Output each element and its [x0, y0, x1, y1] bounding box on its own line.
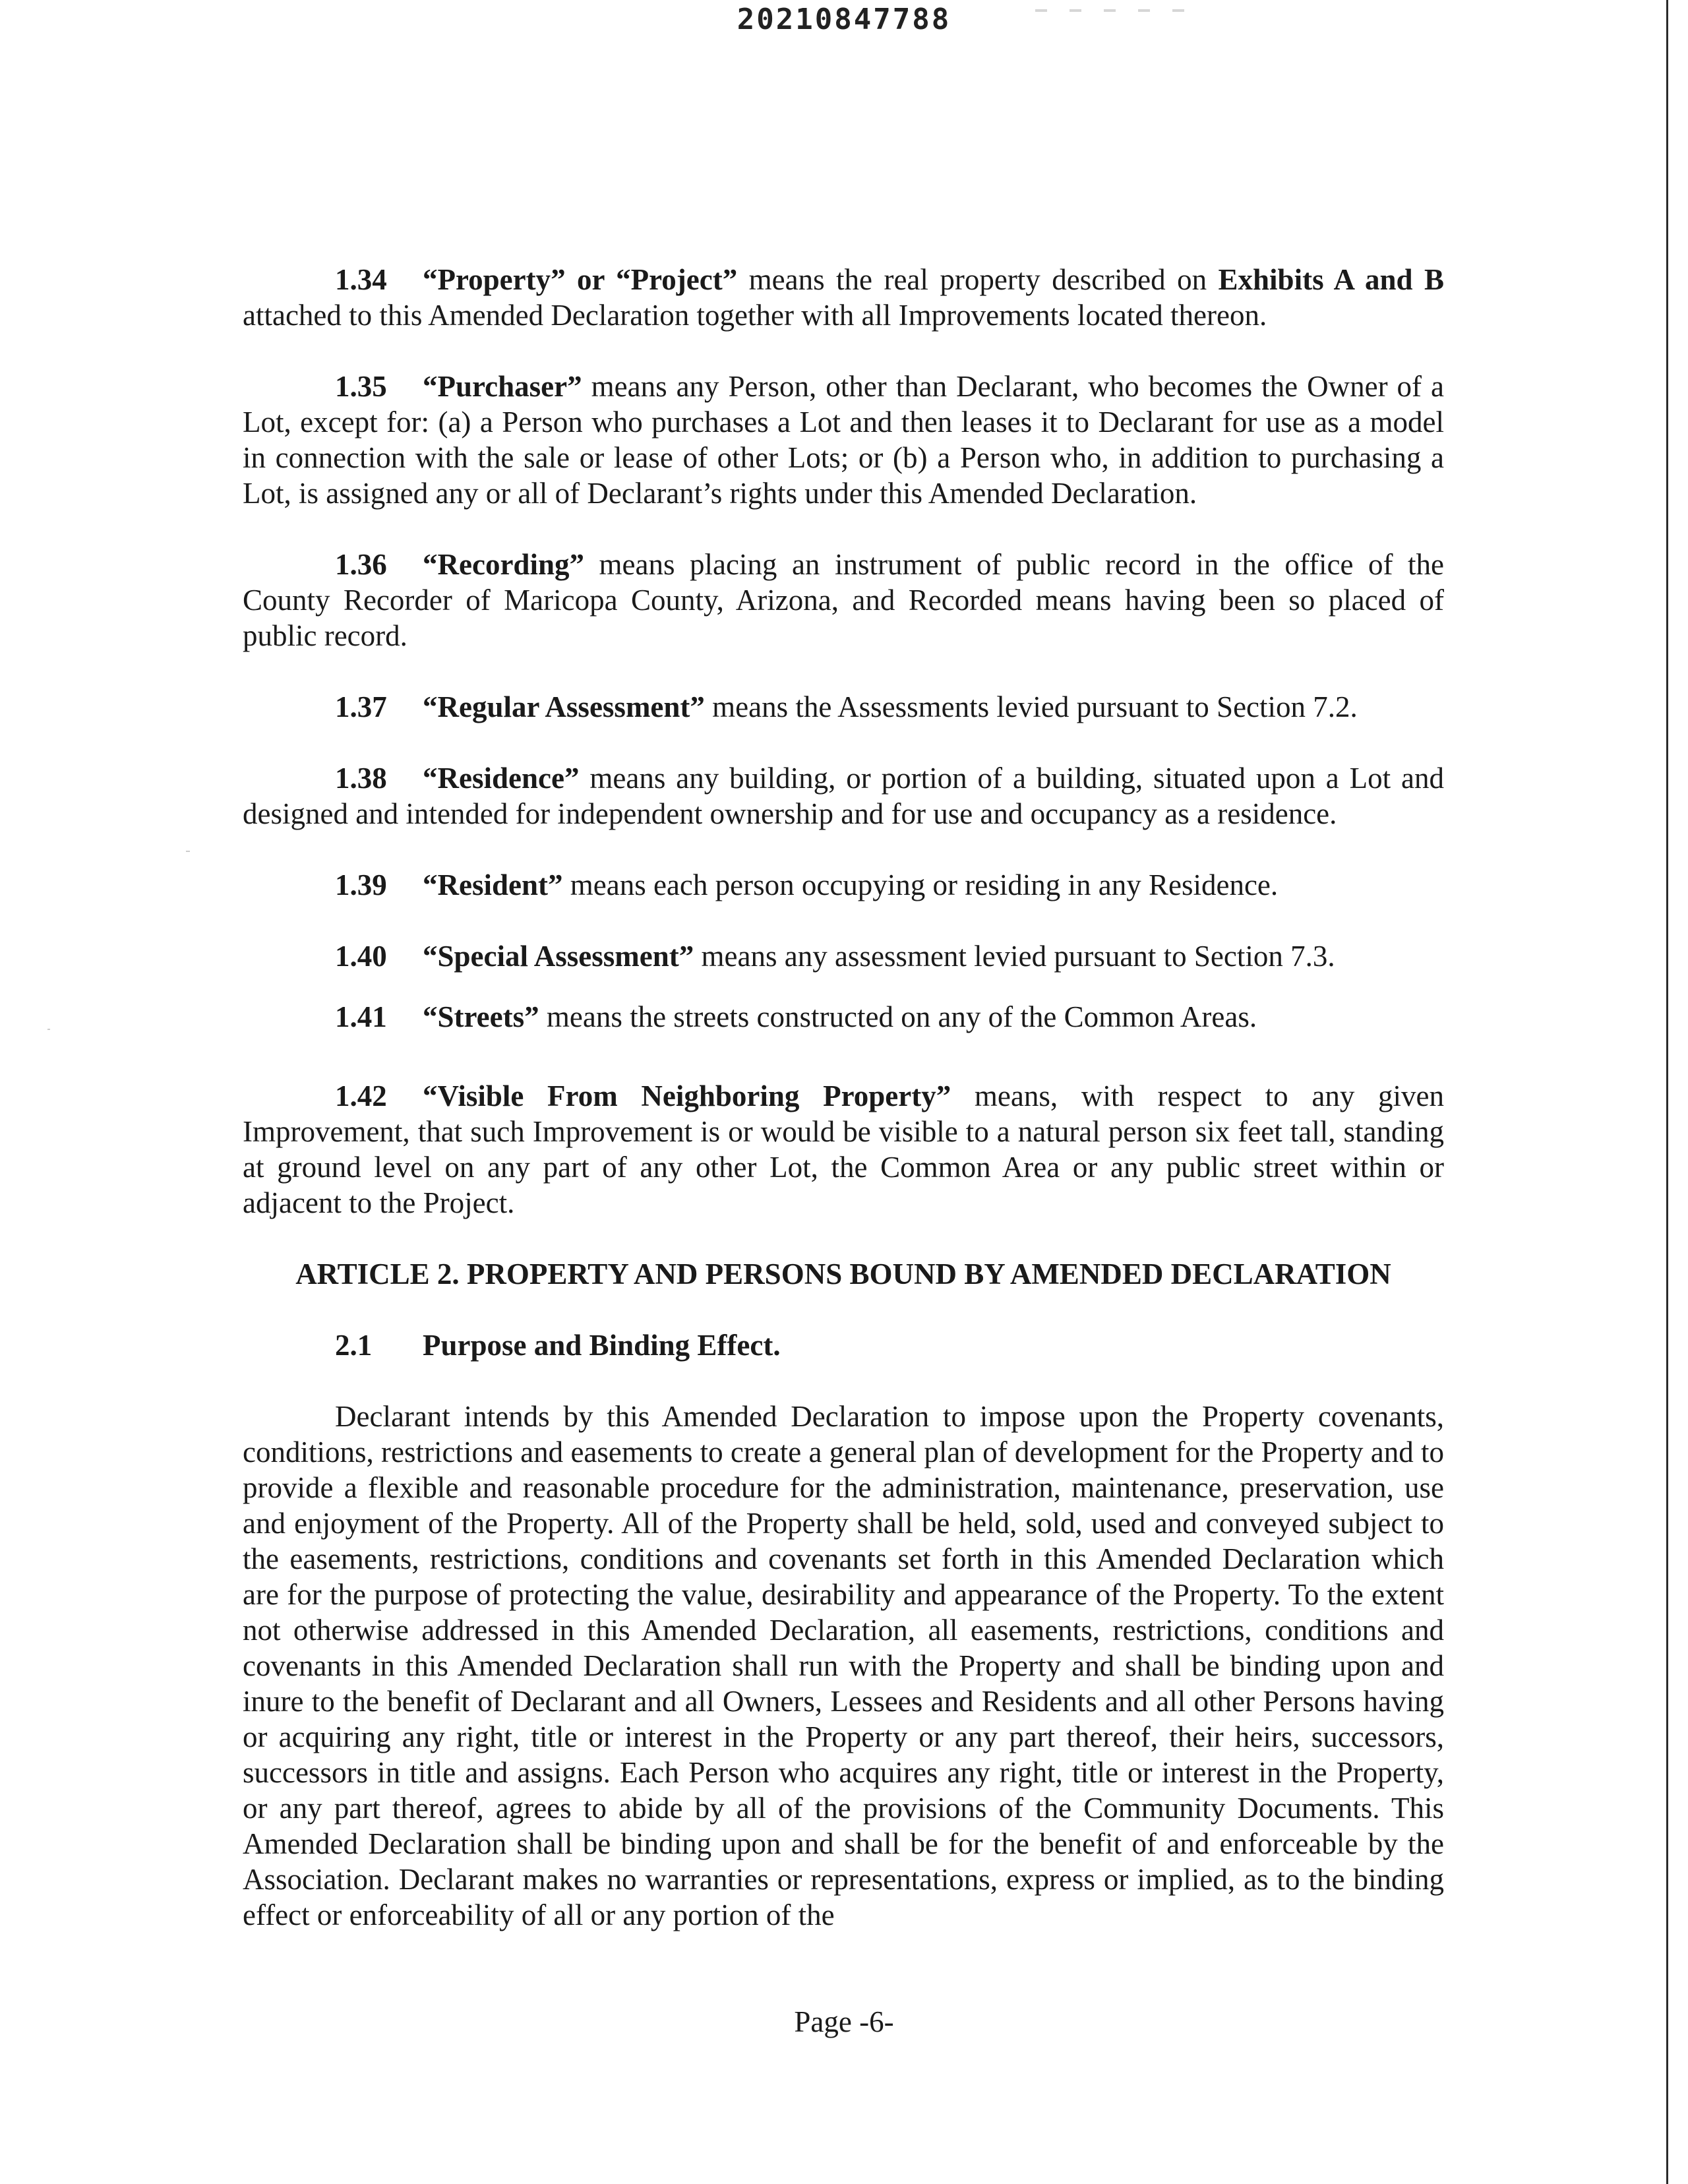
document-body [243, 262, 1444, 1933]
defined-term: “Resident” [423, 868, 563, 901]
defined-term: “Streets” [423, 1000, 539, 1033]
defined-term: “Purchaser” [423, 370, 582, 403]
defined-term: “Regular Assessment” [423, 690, 705, 723]
section-2-1-body: Declarant intends by this Amended Declaration to impose upon the Property covenants, conditions, restrictions and easements to create a general plan of development for the Property and to provide a flexible and reasonable procedure for the administration, maintenance, preservation, use and enjoyment of the Property. All of the Property shall be held, sold, used and conveyed subject to the easements, restrictions, conditions and covenants set forth in this Amended Declaration which are for the purpose of protecting the value, desirability and appearance of the Property. To the extent not otherwise addressed in this Amended Declaration, all easements, restrictions, conditions and covenants in this Amended Declaration shall run with the Property and shall be binding upon and inure to the benefit of Declarant and all Owners, Lessees and Residents and all other Persons having or acquiring any right, title or interest in the Property or any part thereof, their heirs, successors, successors in title and assigns. Each Person who acquires any right, title or interest in the Property, or any part thereof, agrees to abide by all of the provisions of the Community Documents. This Amended Declaration shall be binding upon and shall be for the benefit of and enforceable by the Association. Declarant makes no warranties or representations, express or implied, as to the binding effect or enforceability of all or any portion of the [243, 1400, 1444, 1931]
section-number: 1.41 [335, 1000, 387, 1033]
definition-text: means the real property described on [737, 263, 1219, 296]
exhibit-reference: Exhibits A and B [1218, 263, 1444, 296]
section-1-34 [243, 262, 1444, 333]
definition-text: means any assessment levied pursuant to Section 7.3. [694, 940, 1335, 973]
section-title: Purpose and Binding Effect. [423, 1329, 781, 1362]
section-1-42 [243, 1078, 1444, 1221]
section-number: 1.35 [335, 370, 387, 403]
section-number: 1.39 [335, 868, 387, 901]
definition-text: means placing an instrument of public record in the office of the County Recorder of Maricopa County, Arizona, and Recorded means having been so placed of public record. [243, 548, 1444, 652]
definition-text: attached to this Amended Declaration together with all Improvements located thereon. [243, 299, 1267, 332]
definition-text: means the streets constructed on any of the Common Areas. [539, 1000, 1257, 1033]
section-number: 1.36 [335, 548, 387, 581]
defined-term: “Recording” [423, 548, 584, 581]
defined-term: “Residence” [423, 762, 580, 795]
section-1-41 [243, 999, 1444, 1035]
section-number: 1.42 [335, 1079, 387, 1112]
scan-artifact-marks [1035, 9, 1207, 12]
scan-right-edge [1666, 0, 1668, 2184]
defined-term: “Special Assessment” [423, 940, 694, 973]
section-2-1-heading [243, 1327, 1444, 1363]
section-number: 1.34 [335, 263, 387, 296]
definition-text: means each person occupying or residing in any Residence. [562, 868, 1279, 901]
section-1-39 [243, 867, 1444, 903]
definition-text: means any building, or portion of a building, situated upon a Lot and designed and intended for independent ownership and for use and occupancy as a residence. [243, 762, 1444, 830]
scan-artifact-left-tick-2 [47, 1029, 50, 1030]
section-1-36 [243, 547, 1444, 653]
section-number: 1.40 [335, 940, 387, 973]
definition-text: means the Assessments levied pursuant to Section 7.2. [704, 690, 1358, 723]
section-number: 2.1 [335, 1329, 373, 1362]
section-1-37 [243, 689, 1444, 725]
section-1-40 [243, 938, 1444, 974]
scan-artifact-left-tick [186, 851, 190, 852]
section-number: 1.37 [335, 690, 387, 723]
section-1-38 [243, 760, 1444, 832]
definition-text: means, with respect to any given Improvement, that such Improvement is or would be visible to a natural person six feet tall, standing at ground level on any part of any other Lot, the Common Area or any public street within or adjacent to the Project. [243, 1079, 1444, 1219]
section-1-35 [243, 369, 1444, 511]
defined-term: “Visible From Neighboring Property” [423, 1079, 951, 1112]
page-number: Page -6- [794, 2005, 894, 2038]
definition-text: means any Person, other than Declarant, who becomes the Owner of a Lot, except for: (a) a Person who purchases a Lot and then leases it to Declarant for use as a model in connection with the sale or lease of other Lots; or (b) a Person who, in addition to purchasing a Lot, is assigned any or all of Declarant’s rights under this Amended Declaration. [243, 370, 1444, 510]
recording-number: 20210847788 [737, 3, 951, 36]
article-2-heading: ARTICLE 2. PROPERTY AND PERSONS BOUND BY AMENDED DECLARATION [295, 1258, 1391, 1290]
section-number: 1.38 [335, 762, 387, 795]
defined-term: “Property” or “Project” [423, 263, 738, 296]
